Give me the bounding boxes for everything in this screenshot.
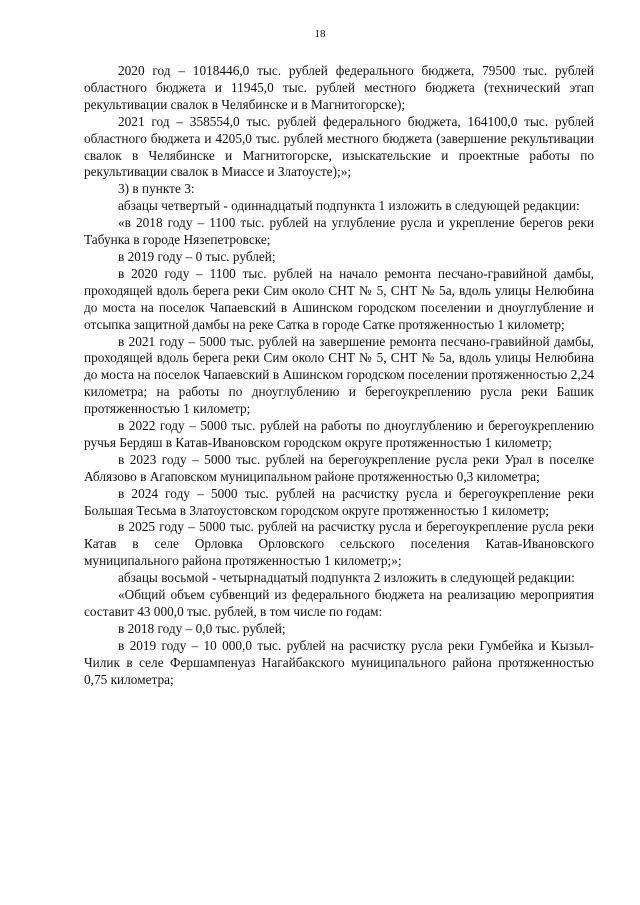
paragraph: в 2018 году – 0,0 тыс. рублей; bbox=[118, 620, 286, 636]
paragraph: абзацы четвертый - одиннадцатый подпункта 1 изложить в следующей редакции: bbox=[118, 198, 580, 214]
paragraph: 3) в пункте 3: bbox=[118, 181, 195, 197]
page-number: 18 bbox=[314, 28, 326, 40]
paragraph: в 2019 году – 0 тыс. рублей; bbox=[118, 248, 276, 264]
paragraph: в 2019 году – 10 000,0 тыс. рублей на расчистку русла реки Гумбейка и Кызыл-Чилик в селе Фершампенуаз Нагайбакского муниципального района протяженностью 0,75 километра; bbox=[84, 637, 594, 687]
paragraph: 2020 год – 1018446,0 тыс. рублей федерального бюджета, 79500 тыс. рублей областного бюджета и 11945,0 тыс. рублей местного бюджета (технический этап рекультивации свалок в Челябинске и в Магнитогорске); bbox=[84, 63, 594, 112]
paragraph: в 2025 году – 5000 тыс. рублей на расчистку русла и берегоукрепление русла реки Катав в селе Орловка Орловского сельского поселения Катав-Ивановского муниципального района протяженностью 1 километр;»; bbox=[84, 519, 594, 569]
paragraph: в 2020 году – 1100 тыс. рублей на начало ремонта песчано-гравийной дамбы, проходящей вдоль берега реки Сим около СНТ № 5, СНТ № 5а, вдоль улицы Нелюбина до моста на поселок Чапаевский в Ашинском городском поселении и дноуглубление и отсыпка защитной дамбы на реке Сатка в городе Сатке протяженностью 1 километр; bbox=[84, 265, 594, 332]
paragraph: в 2024 году – 5000 тыс. рублей на расчистку русла и берегоукрепление реки Большая Тесьма в Златоустовском городском округе протяженностью 1 километр; bbox=[84, 485, 594, 518]
paragraph: в 2021 году – 5000 тыс. рублей на завершение ремонта песчано-гравийной дамбы, проходящей вдоль берега реки Сим около СНТ № 5, СНТ № 5а, вдоль улицы Нелюбина до моста на поселок Чапаевский в Ашинском городском поселении протяженностью 2,24 километра; на работы по дноуглублению и берегоукреплению русла реки Башик протяженностью 1 километр; bbox=[84, 333, 594, 417]
paragraph: 2021 год – 358554,0 тыс. рублей федерального бюджета, 164100,0 тыс. рублей областного бюджета и 4205,0 тыс. рублей местного бюджета (завершение рекультивации свалок в Челябинске и Магнитогорске, изыскательские и проектные работы по рекультивации свалок в Миассе и Златоусте);»; bbox=[84, 113, 594, 180]
paragraph: в 2023 году – 5000 тыс. рублей на берегоукрепление русла реки Урал в поселке Аблязово в Агаповском муниципальном районе протяженностью 0,3 километра; bbox=[84, 451, 594, 484]
paragraph: «в 2018 году – 1100 тыс. рублей на углубление русла и укрепление берегов реки Табунка в городе Нязепетровске; bbox=[84, 215, 594, 248]
paragraph: «Общий объем субвенций из федерального бюджета на реализацию мероприятия составит 43 000,0 тыс. рублей, в том числе по годам: bbox=[84, 587, 594, 619]
document-body bbox=[84, 63, 594, 689]
paragraph: абзацы восьмой - четырнадцатый подпункта 2 изложить в следующей редакции: bbox=[118, 570, 575, 586]
paragraph: в 2022 году – 5000 тыс. рублей на работы по дноуглублению и берегоукреплению ручья Бердяш в Катав-Ивановском городском округе протяженностью 1 километр; bbox=[84, 418, 594, 450]
